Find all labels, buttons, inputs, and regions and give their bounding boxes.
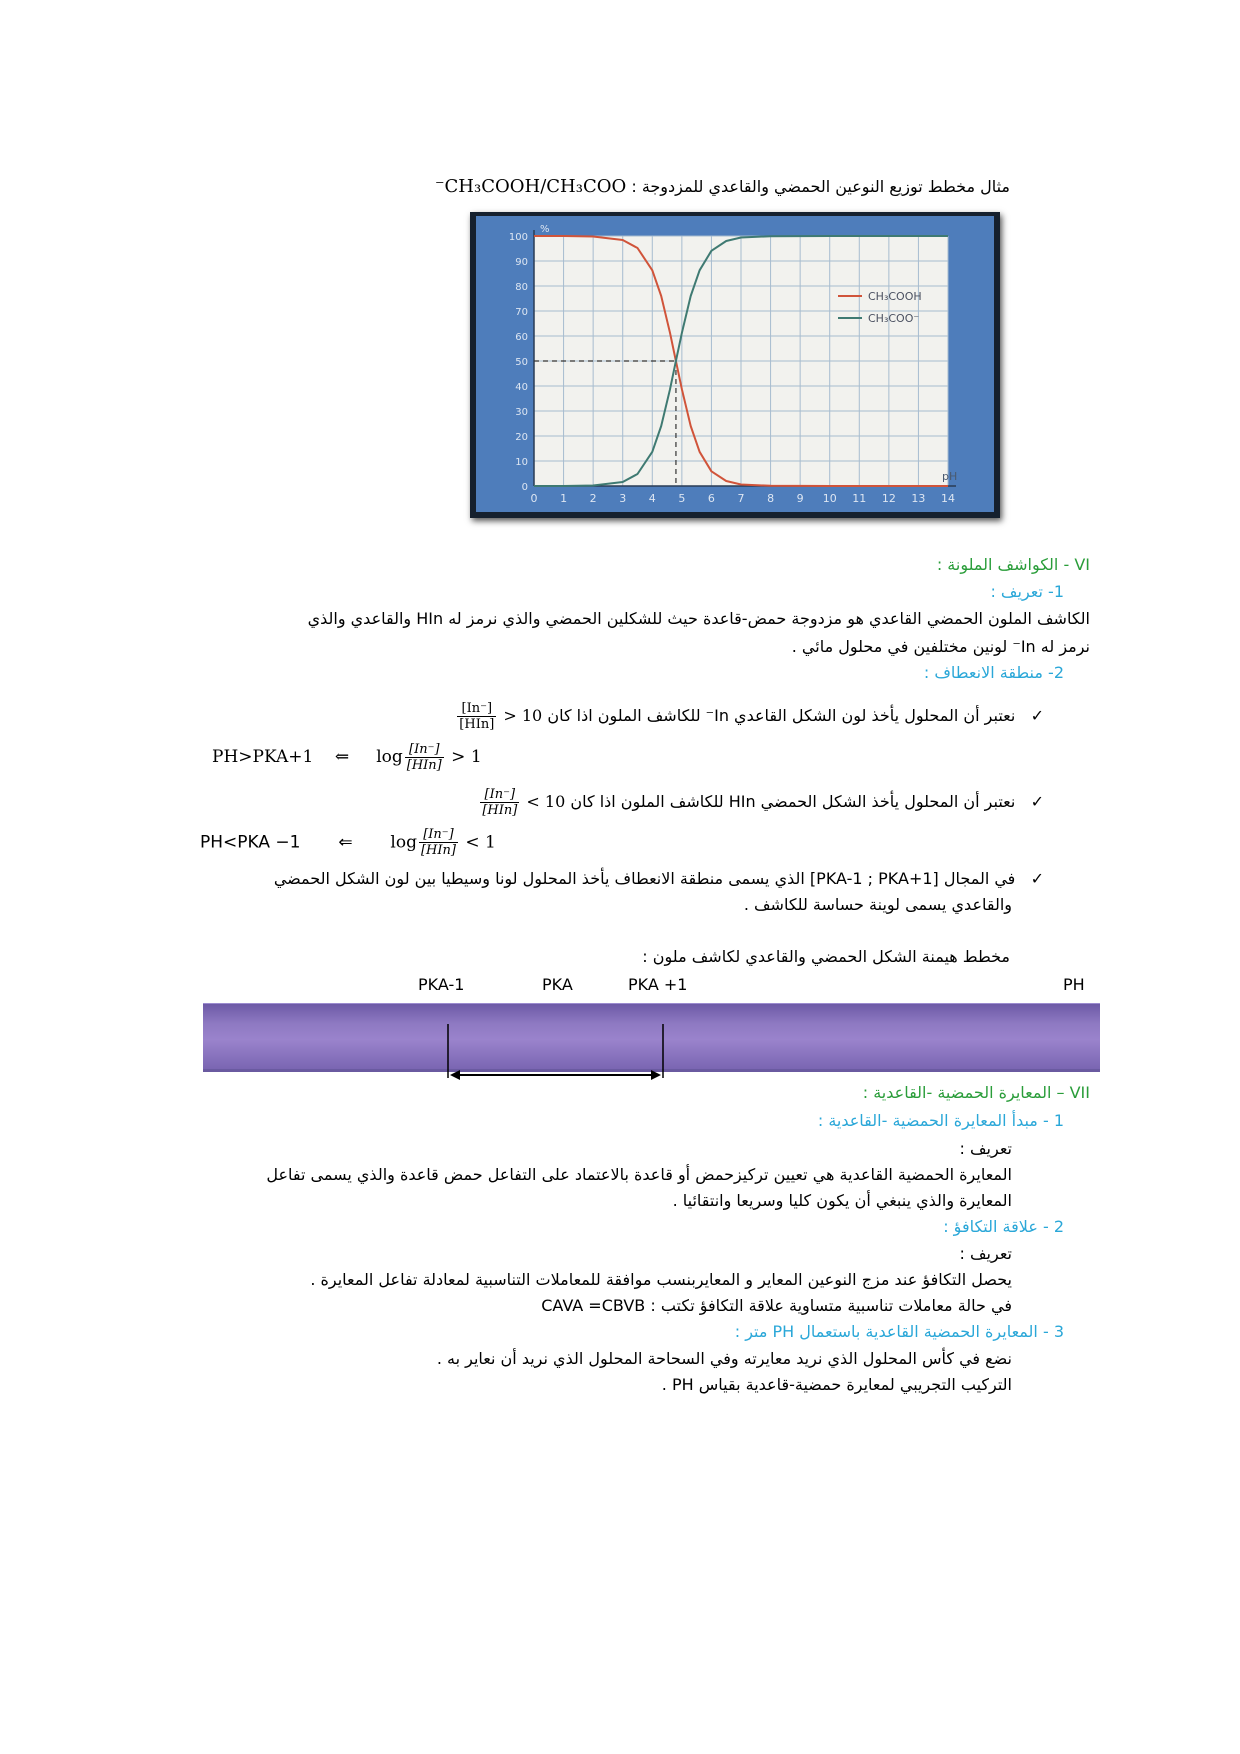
y-tick-label: 10 (515, 457, 528, 468)
implies-arrow-icon: ⇐ (338, 832, 353, 853)
fraction-numerator: [In⁻] (405, 742, 444, 758)
check-icon: ✓ (1030, 792, 1044, 811)
x-tick-label: 3 (619, 492, 627, 505)
relation: < 1 (465, 832, 496, 853)
phmeter-line-1: نضع في كأس المحلول الذي نريد معايرته وفي السحاحة المحلول الذي نريد أن نعاير به . (436, 1349, 1012, 1368)
phmeter-line-2: التركيب التجريبي لمعايرة حمضية-قاعدية بقياس PH . (661, 1375, 1012, 1394)
phmeter-title: 3 - المعايرة الحمضية القاعدية باستعمال PH متر : (734, 1322, 1064, 1341)
principle-title: 1 - مبدأ المعايرة الحمضية -القاعدية : (817, 1111, 1064, 1130)
x-tick-label: 7 (737, 492, 745, 505)
fraction-numerator: [In⁻] (457, 701, 496, 717)
result-2-left: PH<PKA −1 (200, 832, 301, 853)
log-symbol: log (376, 747, 403, 767)
turning-zone-title: 2- منطقة الانعطاف : (923, 663, 1064, 682)
example-caption (435, 176, 1010, 198)
x-axis-label: pH (942, 470, 958, 483)
y-tick-label: 30 (515, 407, 528, 418)
label-ph: PH (1063, 975, 1085, 994)
equivalence-line-1: يحصل التكافؤ عند مزج النوعين المعاير و المعايربنسب موافقة للمعاملات التناسبية لمعادلة تفاعل المعايرة . (310, 1270, 1012, 1289)
diagram-caption: مخطط هيمنة الشكل الحمضي والقاعدي لكاشف ملون : (642, 947, 1010, 966)
label-pka-minus-1: PKA-1 (418, 975, 465, 994)
arrow-right-icon (651, 1070, 661, 1080)
principle-definition-label: تعريف : (959, 1139, 1012, 1158)
bullet-3-line-2: والقاعدي يسمى لوينة حساسة للكاشف . (743, 895, 1012, 914)
legend-label: CH₃COOH (868, 290, 922, 303)
x-tick-label: 0 (530, 492, 538, 505)
bullet-3-line-1: في المجال [PKA-1 ; PKA+1] الذي يسمى منطقة الانعطاف يأخذ المحلول لونا وسيطيا بين لون الشكل الحمضي (273, 869, 1016, 888)
principle-line-1: المعايرة الحمضية القاعدية هي تعيين تركيزحمض أو قاعدة بالاعتماد على التفاعل حمض قاعدة والذي يسمى تفاعل (266, 1165, 1012, 1184)
section-6-heading: VI - الكواشف الملونة : (936, 555, 1090, 574)
x-tick-label: 10 (822, 492, 837, 505)
arrow-left-icon (450, 1070, 460, 1080)
x-tick-label: 1 (560, 492, 568, 505)
x-tick-label: 5 (678, 492, 686, 505)
y-tick-label: 50 (515, 357, 528, 368)
result-2 (200, 827, 496, 858)
section-7-heading: VII – المعايرة الحمضية -القاعدية : (862, 1083, 1090, 1102)
turning-zone-marker (440, 1020, 670, 1082)
x-tick-label: 2 (589, 492, 597, 505)
bullet-3 (274, 868, 1044, 890)
bullet-1-formula (455, 698, 542, 734)
x-tick-label: 9 (796, 492, 804, 505)
result-1 (212, 742, 482, 773)
fraction-numerator: [In⁻] (480, 787, 519, 803)
y-tick-label: 90 (515, 257, 528, 268)
example-formula: CH₃COOH/CH₃COO⁻ (435, 176, 627, 197)
x-tick-label: 4 (648, 492, 656, 505)
relation: < 10 (526, 792, 566, 811)
y-tick-label: 80 (515, 282, 528, 293)
bullet-2-text: نعتبر أن المحلول يأخذ الشكل الحمضي HIn للكاشف الملون اذا كان (570, 792, 1016, 811)
bullet-1 (455, 698, 1044, 734)
y-tick-label: 20 (515, 432, 528, 443)
definition-line-1: الكاشف الملون الحمضي القاعدي هو مزدوجة حمض-قاعدة حيث للشكلين الحمضي والذي نرمز له HIn والقاعدي والذي (307, 609, 1090, 628)
y-tick-label: 0 (521, 482, 528, 493)
x-tick-label: 13 (911, 492, 926, 505)
example-caption-text: مثال مخطط توزيع النوعين الحمضي والقاعدي للمزدوجة : (631, 177, 1010, 196)
equivalence-definition-label: تعريف : (959, 1244, 1012, 1263)
equivalence-title: 2 - علاقة التكافؤ : (943, 1217, 1064, 1236)
y-tick-label: 60 (515, 332, 528, 343)
x-tick-label: 14 (941, 492, 955, 505)
definition-line-2: نرمز له In⁻ لونين مختلفين في محلول مائي . (791, 637, 1090, 656)
relation: > 1 (451, 747, 482, 767)
y-tick-label: 100 (508, 232, 528, 243)
label-pka-plus-1: PKA +1 (628, 975, 688, 994)
x-tick-label: 8 (767, 492, 775, 505)
x-tick-label: 12 (881, 492, 896, 505)
result-1-left: PH>PKA+1 (212, 747, 314, 767)
bullet-1-text: نعتبر أن المحلول يأخذ لون الشكل القاعدي In⁻ للكاشف الملون اذا كان (547, 706, 1016, 725)
fraction-denominator: [HIn] (420, 843, 456, 858)
check-icon: ✓ (1030, 869, 1044, 888)
definition-title: 1- تعريف : (990, 582, 1064, 601)
principle-line-2: المعايرة والذي ينبغي أن يكون كليا وسريعا وانتقائيا . (672, 1191, 1012, 1210)
y-tick-label: 40 (515, 382, 528, 393)
log-symbol: log (390, 832, 417, 853)
bullet-2-formula (478, 784, 565, 820)
fraction-denominator: [HIn] (482, 803, 518, 818)
y-tick-label: 70 (515, 307, 528, 318)
legend-label: CH₃COO⁻ (868, 312, 920, 325)
equivalence-line-2: في حالة معاملات تناسبية متساوية علاقة التكافؤ تكتب : CAVA =CBVB (541, 1296, 1012, 1315)
distribution-chart (470, 212, 1000, 518)
y-axis-label: % (540, 224, 550, 235)
implies-arrow-icon: ⇐ (334, 747, 350, 767)
check-icon: ✓ (1030, 706, 1044, 725)
fraction-denominator: [HIn] (459, 717, 495, 732)
x-tick-label: 11 (852, 492, 867, 505)
fraction-numerator: [In⁻] (419, 827, 458, 843)
distribution-chart-svg (476, 216, 994, 512)
x-tick-label: 6 (707, 492, 715, 505)
fraction-denominator: [HIn] (406, 758, 442, 773)
relation: > 10 (503, 706, 543, 725)
label-pka: PKA (542, 975, 573, 994)
bullet-2 (478, 784, 1044, 820)
